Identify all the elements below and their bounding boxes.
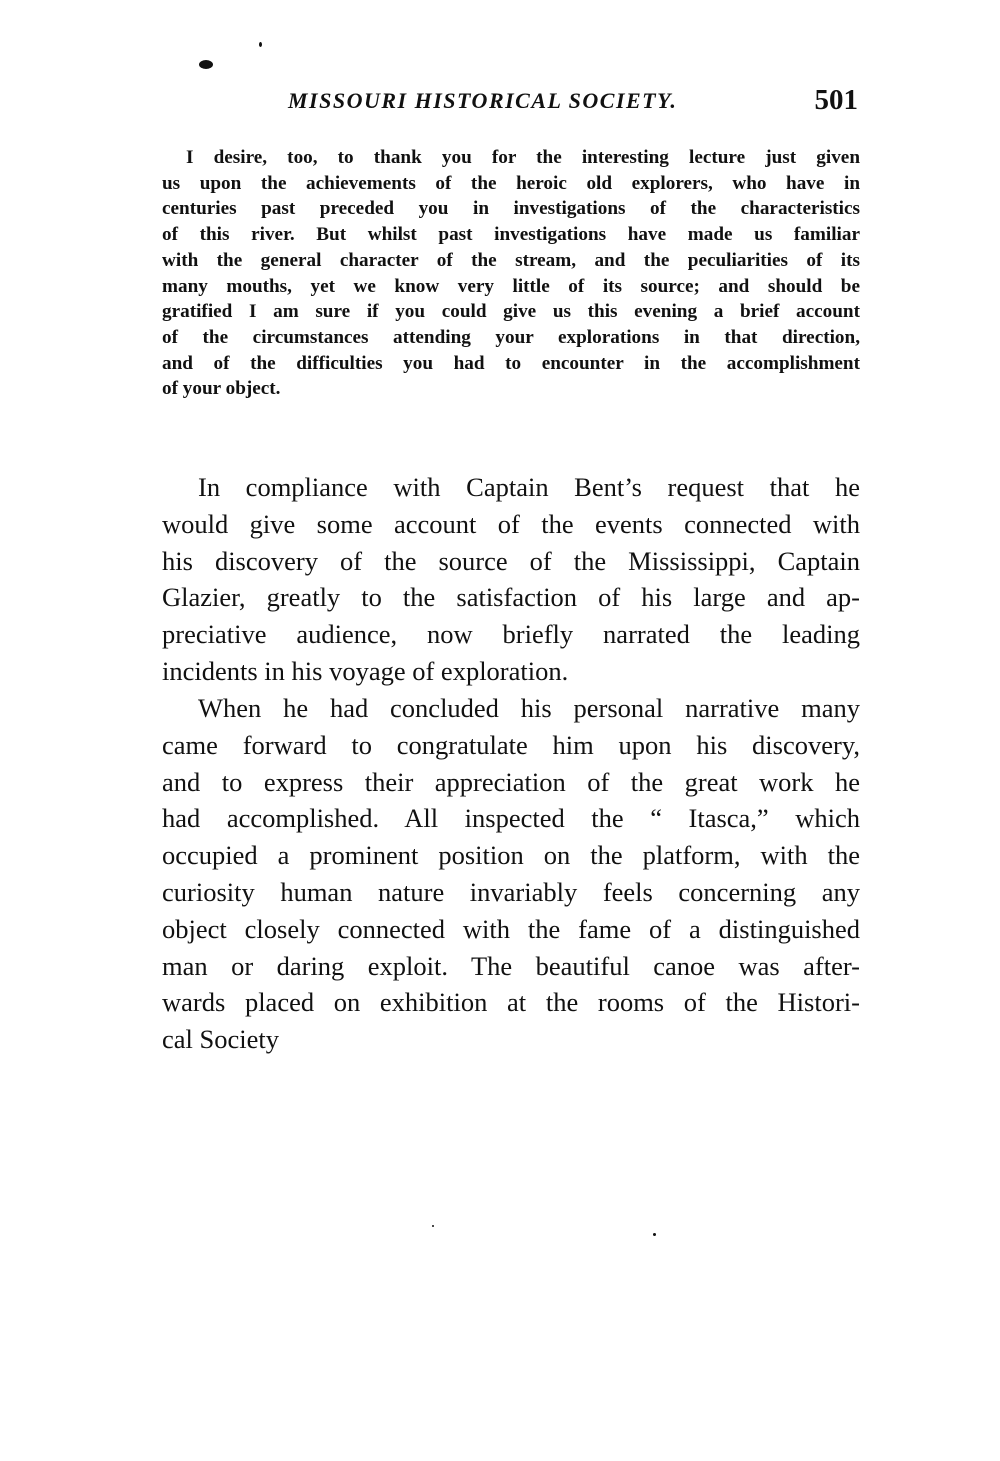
- paragraph-line: wards placed on exhibition at the rooms of the Histori-: [162, 987, 860, 1018]
- paragraph-line: occupied a prominent position on the platform, with the: [162, 840, 860, 871]
- letter-line: us upon the achievements of the heroic old explorers, who have in: [162, 172, 860, 194]
- paragraph-line: and to express their appreciation of the great work he: [162, 766, 860, 797]
- letter-line: centuries past preceded you in investigations of the characteristics: [162, 198, 860, 220]
- running-title: MISSOURI HISTORICAL SOCIETY.: [288, 88, 678, 113]
- paragraph-line: object closely connected with the fame of a distinguished: [162, 913, 860, 944]
- letter-line: I desire, too, to thank you for the interesting lecture just given: [186, 147, 860, 168]
- paragraph-compliance: [162, 469, 860, 690]
- paragraph-line: curiosity human nature invariably feels concerning any: [162, 876, 860, 907]
- ink-speck: [259, 42, 262, 47]
- paragraph-line: preciative audience, now briefly narrated the leading: [162, 619, 860, 650]
- letter-line: many mouths, yet we know very little of its source; and should be: [162, 275, 860, 297]
- paragraph-narrative: [162, 690, 860, 1058]
- ink-speck: [199, 60, 213, 69]
- letter-line: and of the difficulties you had to encounter in the accomplishment: [162, 352, 860, 374]
- paragraph-line: man or daring exploit. The beautiful canoe was after-: [162, 950, 860, 981]
- paragraph-line: had accomplished. All inspected the “ Itasca,” which: [162, 803, 860, 834]
- running-head: [160, 84, 860, 124]
- letter-excerpt: [162, 145, 860, 402]
- letter-line: gratified I am sure if you could give us this evening a brief account: [162, 301, 860, 323]
- ink-speck: [653, 1233, 656, 1236]
- ink-speck: [432, 1225, 434, 1227]
- paragraph-line: incidents in his voyage of exploration.: [162, 655, 569, 686]
- letter-line: of this river. But whilst past investigations have made us familiar: [162, 224, 860, 246]
- paragraph-line: his discovery of the source of the Mississippi, Captain: [162, 545, 860, 576]
- page-number: 501: [814, 84, 858, 116]
- paragraph-line: would give some account of the events connected with: [162, 508, 860, 539]
- paragraph-line: When he had concluded his personal narrative many: [198, 693, 860, 723]
- paragraph-line: cal Society: [162, 1024, 279, 1055]
- letter-line: of the circumstances attending your explorations in that direction,: [162, 326, 860, 348]
- paragraph-line: Glazier, greatly to the satisfaction of his large and ap-: [162, 582, 860, 613]
- paragraph-line: In compliance with Captain Bent’s request that he: [198, 472, 860, 502]
- paragraph-line: came forward to congratulate him upon his discovery,: [162, 729, 860, 760]
- letter-line: with the general character of the stream, and the peculiarities of its: [162, 249, 860, 271]
- letter-line: of your object.: [162, 378, 281, 400]
